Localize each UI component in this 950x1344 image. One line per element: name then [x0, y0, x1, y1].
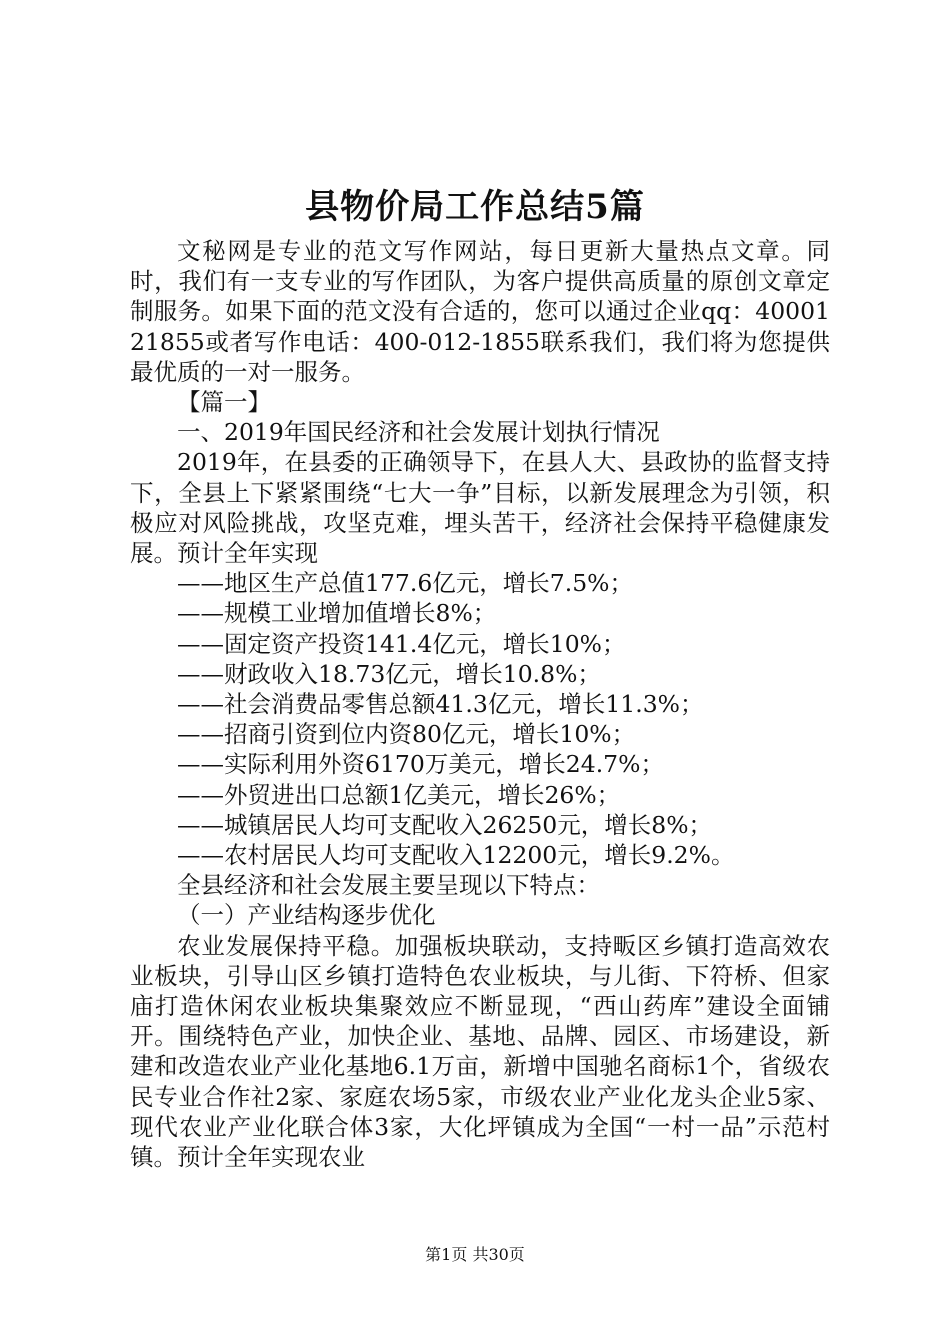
- list-item: ——农村居民人均可支配收入12200元，增长9.2%。: [177, 841, 735, 870]
- list-item: ——城镇居民人均可支配收入26250元，增长8%；: [177, 810, 713, 839]
- list-item: ——地区生产总值177.6亿元，增长7.5%；: [177, 569, 633, 598]
- list-item: ——固定资产投资141.4亿元，增长10%；: [177, 629, 626, 658]
- page-footer: 第1页 共30页: [425, 1245, 525, 1264]
- list-item: ——实际利用外资6170万美元，增长24.7%；: [177, 750, 664, 779]
- subsection-heading: 一、2019年国民经济和社会发展计划执行情况: [177, 418, 660, 447]
- list-item: ——财政收入18.73亿元，增长10.8%；: [177, 659, 601, 688]
- document-body: [130, 236, 830, 1172]
- body-paragraph: 全县经济和社会发展主要呈现以下特点：: [177, 871, 600, 900]
- body-paragraph: 2019年，在县委的正确领导下，在县人大、县政协的监督支持下，全县上下紧紧围绕“七大一争”目标，以新发展理念为引领，积极应对风险挑战，攻坚克难，埋头苦干，经济社会保持平稳健康发展。预计全年实现: [130, 448, 830, 568]
- intro-paragraph: 文秘网是专业的范文写作网站，每日更新大量热点文章。同时，我们有一支专业的写作团队，为客户提供高质量的原创文章定制服务。如果下面的范文没有合适的，您可以通过企业qq：4000121855或者写作电话：400-012-1855联系我们，我们将为您提供最优质的一对一服务。: [130, 237, 830, 386]
- list-item: ——规模工业增加值增长8%；: [177, 599, 497, 628]
- list-item: ——社会消费品零售总额41.3亿元，增长11.3%；: [177, 690, 704, 719]
- list-item: ——招商引资到位内资80亿元，增长10%；: [177, 720, 636, 749]
- list-item: ——外贸进出口总额1亿美元，增长26%；: [177, 780, 621, 809]
- section-heading: 【篇一】: [177, 388, 271, 417]
- body-paragraph: 农业发展保持平稳。加强板块联动，支持畈区乡镇打造高效农业板块，引导山区乡镇打造特色农业板块，与儿街、下符桥、但家庙打造休闲农业板块集聚效应不断显现，“西山药库”建设全面铺开。围绕特色产业，加快企业、基地、品牌、园区、市场建设，新建和改造农业产业化基地6.1万亩，新增中国驰名商标1个，省级农民专业合作社2家、家庭农场5家，市级农业产业化龙头企业5家、现代农业产业化联合体3家，大化坪镇成为全国“一村一品”示范村镇。预计全年实现农业: [130, 931, 830, 1172]
- subsection-heading: （一）产业结构逐步优化: [177, 901, 436, 930]
- document-title: 县物价局工作总结5篇: [305, 187, 645, 227]
